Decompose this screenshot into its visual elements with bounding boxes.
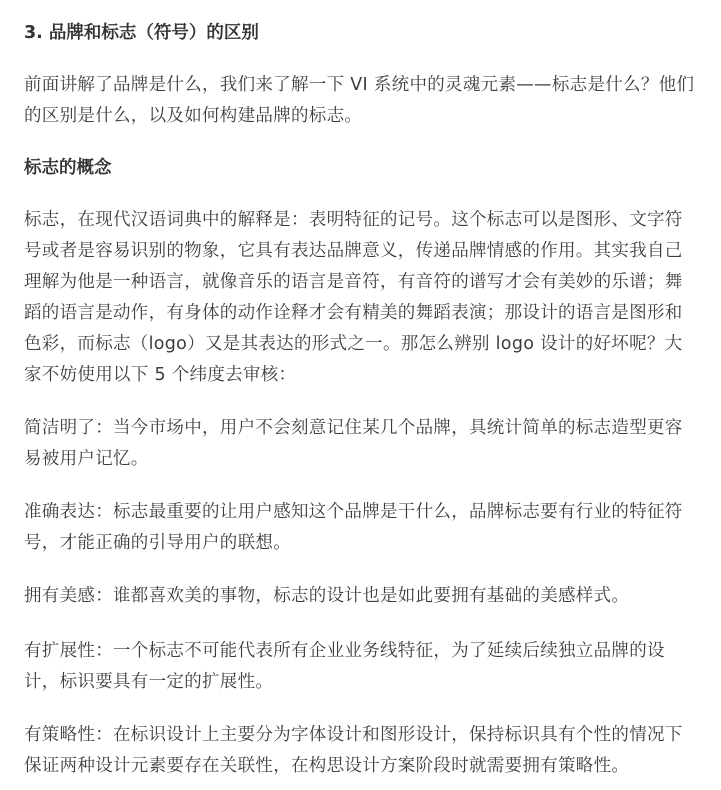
intro-paragraph: 前面讲解了品牌是什么，我们来了解一下 VI 系统中的灵魂元素——标志是什么？他们的区别是什么，以及如何构建品牌的标志。: [24, 75, 695, 126]
criterion-paragraph: 拥有美感：谁都喜欢美的事物，标志的设计也是如此要拥有基础的美感样式。: [24, 586, 630, 606]
criterion-paragraph: 有策略性：在标识设计上主要分为字体设计和图形设计，保持标识具有个性的情况下保证两种设计元素要存在关联性，在构思设计方案阶段时就需要拥有策略性。: [24, 725, 683, 776]
subheading: 标志的概念: [24, 158, 112, 178]
criterion-paragraph: 有扩展性：一个标志不可能代表所有企业业务线特征，为了延续后续独立品牌的设计，标识要具有一定的扩展性。: [24, 641, 665, 692]
definition-paragraph: 标志，在现代汉语词典中的解释是：表明特征的记号。这个标志可以是图形、文字符号或者是容易识别的物象，它具有表达品牌意义，传递品牌情感的作用。其实我自己理解为他是一种语言，就像音乐的语言是音符，有音符的谱写才会有美妙的乐谱；舞蹈的语言是动作，有身体的动作诠释才会有精美的舞蹈表演；那设计的语言是图形和色彩，而标志（logo）又是其表达的形式之一。那怎么辨别 logo 设计的好坏呢？大家不妨使用以下 5 个纬度去审核：: [24, 210, 683, 385]
criterion-paragraph: 准确表达：标志最重要的让用户感知这个品牌是干什么，品牌标志要有行业的特征符号，才能正确的引导用户的联想。: [24, 502, 683, 553]
criterion-paragraph: 简洁明了：当今市场中，用户不会刻意记住某几个品牌，具统计简单的标志造型更容易被用户记忆。: [24, 418, 683, 469]
section-title: 3. 品牌和标志（符号）的区别: [24, 23, 259, 43]
